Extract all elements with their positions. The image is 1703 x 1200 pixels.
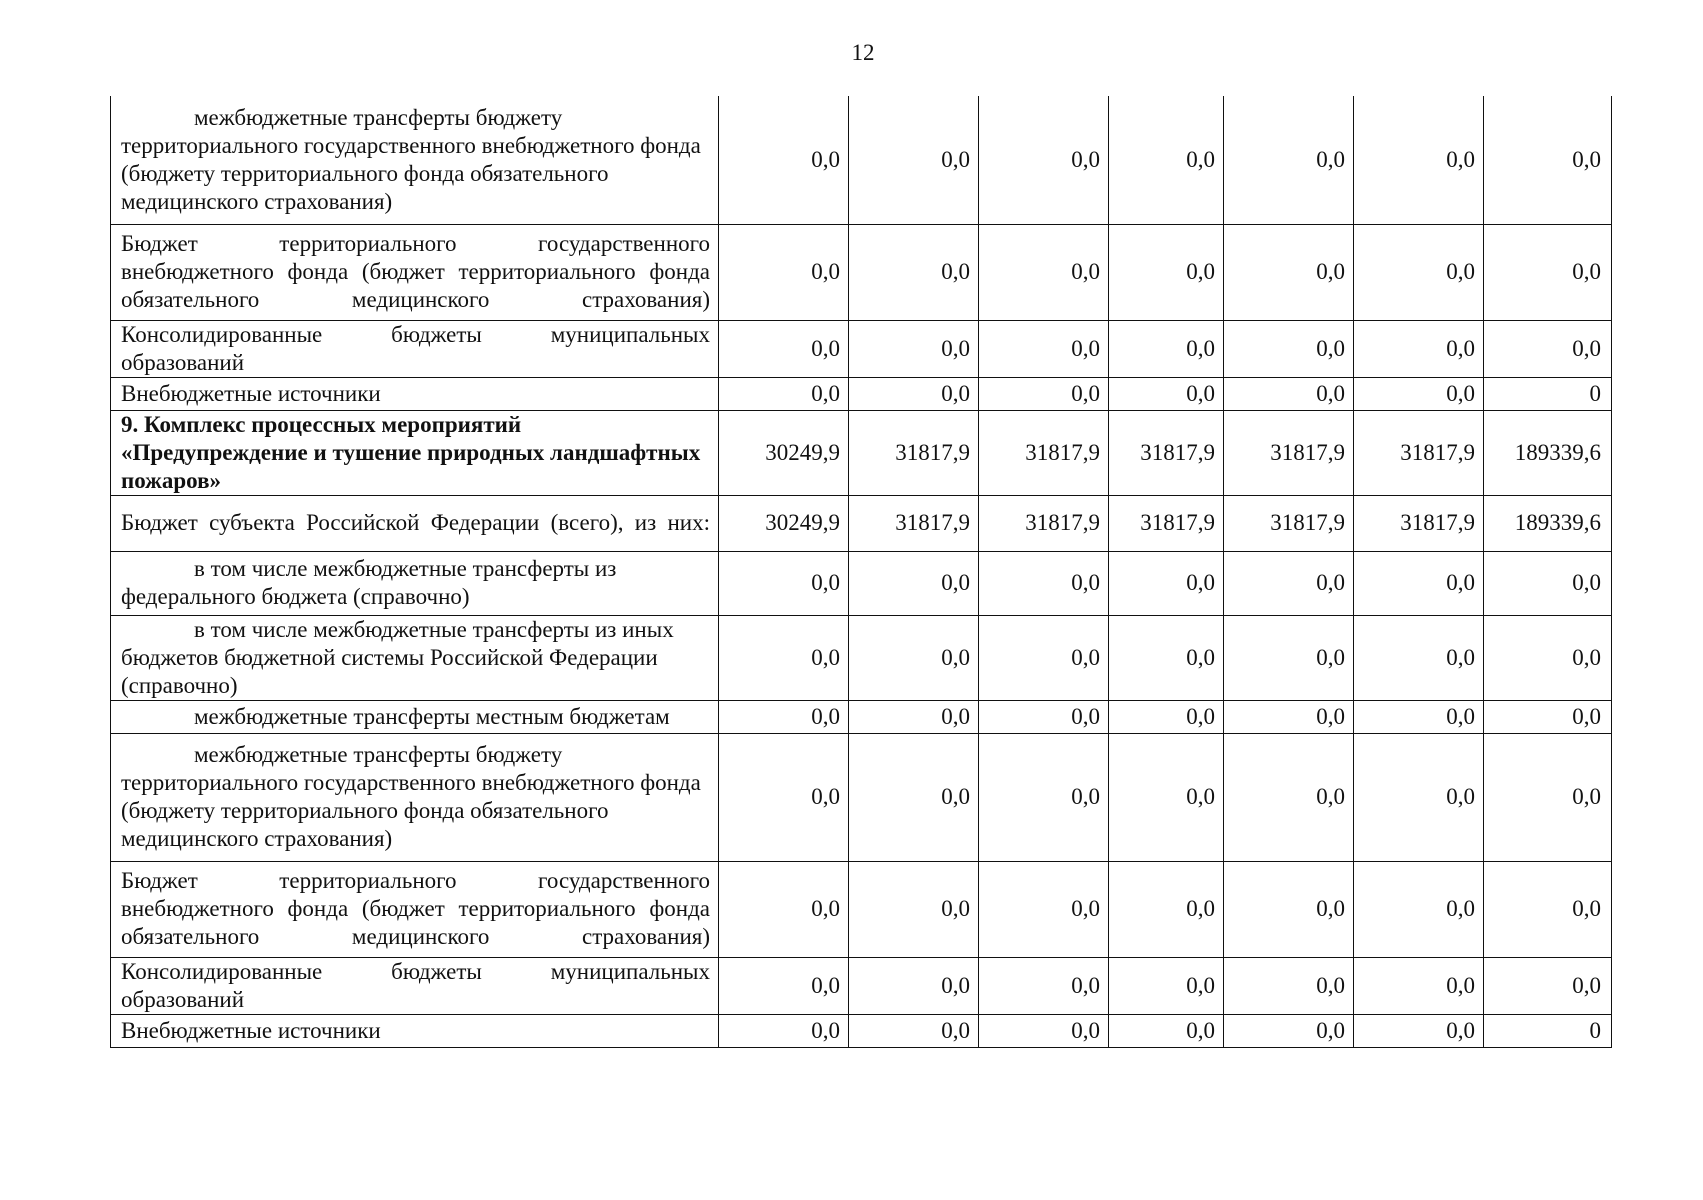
table-row xyxy=(111,700,1612,733)
table-row xyxy=(111,96,1612,224)
value-cell: 0,0 xyxy=(1484,320,1612,377)
value-cell: 0 xyxy=(1484,1014,1612,1047)
value-cell: 0,0 xyxy=(1354,861,1484,957)
value-cell: 0,0 xyxy=(719,615,849,700)
value-cell: 0,0 xyxy=(1224,551,1354,615)
row-label: Бюджет территориального государственного внебюджетного фонда (бюджет территориального фонда обязательного медицинского страхования) xyxy=(111,224,719,320)
value-cell: 0,0 xyxy=(1109,551,1224,615)
value-cell: 0,0 xyxy=(1224,861,1354,957)
table-row xyxy=(111,410,1612,495)
table-row xyxy=(111,495,1612,551)
value-cell: 0,0 xyxy=(1109,96,1224,224)
value-cell: 31817,9 xyxy=(1224,495,1354,551)
row-label: Консолидированные бюджеты муниципальных образований xyxy=(111,957,719,1014)
value-cell: 0,0 xyxy=(1484,957,1612,1014)
value-cell: 31817,9 xyxy=(979,495,1109,551)
value-cell: 0,0 xyxy=(1109,733,1224,861)
table-row xyxy=(111,320,1612,377)
value-cell: 0,0 xyxy=(849,957,979,1014)
value-cell: 0,0 xyxy=(1224,1014,1354,1047)
value-cell: 31817,9 xyxy=(1109,410,1224,495)
row-label: Бюджет субъекта Российской Федерации (всего), из них: xyxy=(111,495,719,551)
value-cell: 0,0 xyxy=(719,96,849,224)
value-cell: 0,0 xyxy=(1224,96,1354,224)
row-label: Внебюджетные источники xyxy=(111,377,719,410)
value-cell: 0,0 xyxy=(1354,224,1484,320)
value-cell: 0,0 xyxy=(1109,1014,1224,1047)
value-cell: 0 xyxy=(1484,377,1612,410)
value-cell: 0,0 xyxy=(1354,96,1484,224)
value-cell: 0,0 xyxy=(1224,224,1354,320)
value-cell: 0,0 xyxy=(1484,700,1612,733)
value-cell: 0,0 xyxy=(849,377,979,410)
table-row xyxy=(111,861,1612,957)
value-cell: 0,0 xyxy=(1224,320,1354,377)
value-cell: 0,0 xyxy=(1354,700,1484,733)
value-cell: 0,0 xyxy=(1224,957,1354,1014)
value-cell: 0,0 xyxy=(1484,224,1612,320)
value-cell: 0,0 xyxy=(979,615,1109,700)
value-cell: 0,0 xyxy=(979,957,1109,1014)
value-cell: 0,0 xyxy=(1354,551,1484,615)
row-label: Консолидированные бюджеты муниципальных образований xyxy=(111,320,719,377)
row-label: Бюджет территориального государственного внебюджетного фонда (бюджет территориального фонда обязательного медицинского страхования) xyxy=(111,861,719,957)
value-cell: 0,0 xyxy=(849,861,979,957)
table-row xyxy=(111,377,1612,410)
value-cell: 0,0 xyxy=(719,1014,849,1047)
page-number: 12 xyxy=(851,40,875,65)
value-cell: 0,0 xyxy=(1354,733,1484,861)
value-cell: 0,0 xyxy=(979,320,1109,377)
row-label: межбюджетные трансферты бюджету территориального государственного внебюджетного фонда (бюджету территориального фонда обязательного медицинского страхования) xyxy=(111,733,719,861)
value-cell: 189339,6 xyxy=(1484,410,1612,495)
value-cell: 0,0 xyxy=(719,861,849,957)
row-label: в том числе межбюджетные трансферты из федерального бюджета (справочно) xyxy=(111,551,719,615)
value-cell: 189339,6 xyxy=(1484,495,1612,551)
value-cell: 0,0 xyxy=(1484,551,1612,615)
value-cell: 0,0 xyxy=(849,615,979,700)
value-cell: 0,0 xyxy=(719,320,849,377)
budget-table xyxy=(110,96,1612,1048)
value-cell: 0,0 xyxy=(1484,733,1612,861)
value-cell: 0,0 xyxy=(979,733,1109,861)
table-row xyxy=(111,733,1612,861)
value-cell: 0,0 xyxy=(1354,957,1484,1014)
table-row xyxy=(111,1014,1612,1047)
value-cell: 0,0 xyxy=(979,96,1109,224)
value-cell: 31817,9 xyxy=(1224,410,1354,495)
row-label: 9. Комплекс процессных мероприятий «Предупреждение и тушение природных ландшафтных пожаров» xyxy=(111,410,719,495)
value-cell: 31817,9 xyxy=(849,495,979,551)
value-cell: 0,0 xyxy=(849,320,979,377)
value-cell: 0,0 xyxy=(719,377,849,410)
value-cell: 31817,9 xyxy=(849,410,979,495)
table-row xyxy=(111,551,1612,615)
value-cell: 0,0 xyxy=(849,700,979,733)
value-cell: 30249,9 xyxy=(719,410,849,495)
value-cell: 0,0 xyxy=(719,957,849,1014)
value-cell: 31817,9 xyxy=(1109,495,1224,551)
value-cell: 0,0 xyxy=(979,861,1109,957)
value-cell: 0,0 xyxy=(1109,615,1224,700)
value-cell: 0,0 xyxy=(1109,957,1224,1014)
value-cell: 0,0 xyxy=(1484,861,1612,957)
value-cell: 0,0 xyxy=(1354,615,1484,700)
value-cell: 0,0 xyxy=(1484,96,1612,224)
value-cell: 0,0 xyxy=(1109,320,1224,377)
value-cell: 0,0 xyxy=(1224,377,1354,410)
table-row xyxy=(111,615,1612,700)
value-cell: 0,0 xyxy=(979,224,1109,320)
value-cell: 0,0 xyxy=(1109,700,1224,733)
value-cell: 30249,9 xyxy=(719,495,849,551)
value-cell: 0,0 xyxy=(849,96,979,224)
value-cell: 0,0 xyxy=(719,224,849,320)
row-label: в том числе межбюджетные трансферты из иных бюджетов бюджетной системы Российской Федерации (справочно) xyxy=(111,615,719,700)
value-cell: 0,0 xyxy=(1224,615,1354,700)
value-cell: 0,0 xyxy=(1484,615,1612,700)
value-cell: 0,0 xyxy=(979,377,1109,410)
value-cell: 0,0 xyxy=(1109,224,1224,320)
value-cell: 0,0 xyxy=(979,700,1109,733)
value-cell: 0,0 xyxy=(849,733,979,861)
row-label: Внебюджетные источники xyxy=(111,1014,719,1047)
value-cell: 0,0 xyxy=(719,733,849,861)
table-row xyxy=(111,957,1612,1014)
row-label: межбюджетные трансферты бюджету территориального государственного внебюджетного фонда (бюджету территориального фонда обязательного медицинского страхования) xyxy=(111,96,719,224)
value-cell: 0,0 xyxy=(719,700,849,733)
value-cell: 31817,9 xyxy=(979,410,1109,495)
value-cell: 0,0 xyxy=(849,551,979,615)
value-cell: 0,0 xyxy=(719,551,849,615)
value-cell: 0,0 xyxy=(1354,320,1484,377)
value-cell: 0,0 xyxy=(979,1014,1109,1047)
value-cell: 0,0 xyxy=(849,224,979,320)
value-cell: 0,0 xyxy=(1354,377,1484,410)
table-row xyxy=(111,224,1612,320)
value-cell: 0,0 xyxy=(1109,377,1224,410)
value-cell: 0,0 xyxy=(1109,861,1224,957)
row-label: межбюджетные трансферты местным бюджетам xyxy=(111,700,719,733)
value-cell: 31817,9 xyxy=(1354,410,1484,495)
value-cell: 0,0 xyxy=(849,1014,979,1047)
value-cell: 0,0 xyxy=(1224,700,1354,733)
value-cell: 0,0 xyxy=(979,551,1109,615)
value-cell: 0,0 xyxy=(1224,733,1354,861)
value-cell: 31817,9 xyxy=(1354,495,1484,551)
value-cell: 0,0 xyxy=(1354,1014,1484,1047)
budget-table-body xyxy=(111,96,1612,1047)
